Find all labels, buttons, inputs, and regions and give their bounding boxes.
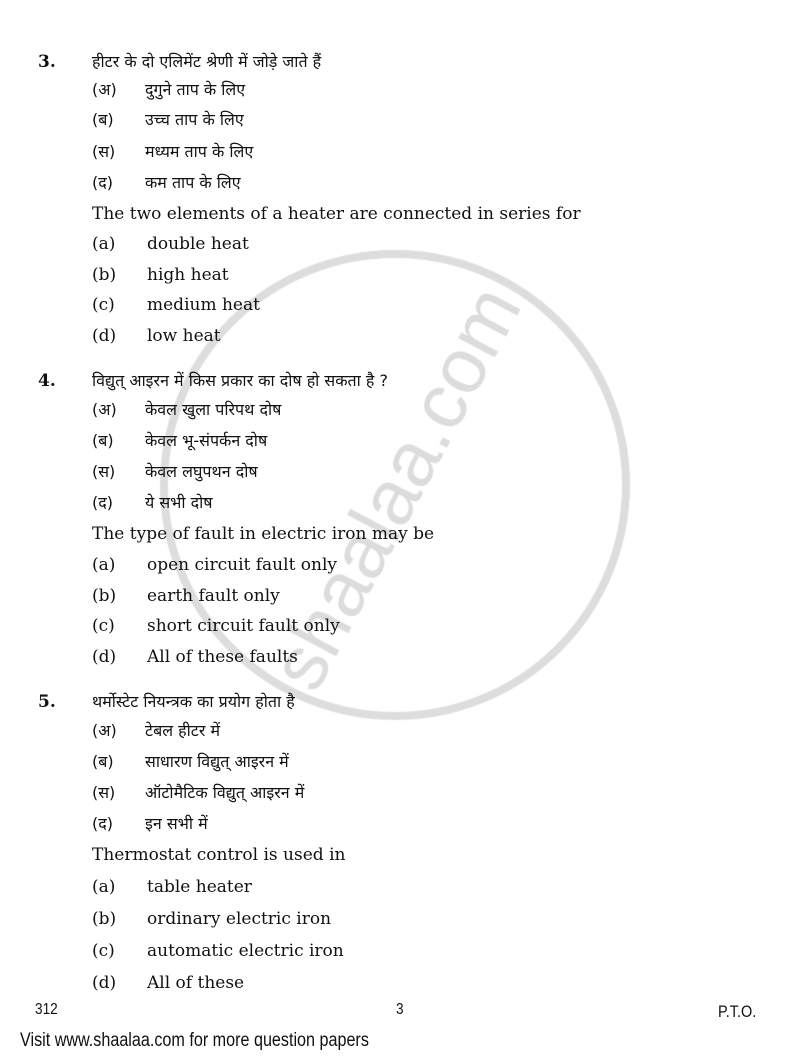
option-label-english: (b) <box>92 909 117 929</box>
option-text-hindi: टेबल हीटर में <box>145 721 221 740</box>
option-label-hindi: (ब) <box>92 431 114 450</box>
question-number: 5. <box>38 692 56 712</box>
option-text-english: automatic electric iron <box>147 941 344 961</box>
option-label-english: (a) <box>92 555 116 575</box>
question-text-hindi: विद्युत् आइरन में किस प्रकार का दोष हो सकता है ? <box>92 371 388 390</box>
option-text-english: All of these <box>147 973 245 993</box>
question-text-hindi: हीटर के दो एलिमेंट श्रेणी में जोड़े जाते हैं <box>92 52 322 71</box>
option-text-hindi: केवल भू-संपर्कन दोष <box>145 431 268 450</box>
pto-label: P.T.O. <box>718 1002 757 1021</box>
option-text-hindi: मध्यम ताप के लिए <box>145 142 254 161</box>
option-label-english: (c) <box>92 616 115 636</box>
option-text-english: medium heat <box>147 295 260 315</box>
option-label-hindi: (ब) <box>92 110 114 129</box>
option-label-hindi: (द) <box>92 814 113 833</box>
option-label-english: (c) <box>92 941 115 961</box>
page-number: 3 <box>396 1001 404 1018</box>
option-label-english: (a) <box>92 234 116 254</box>
option-text-hindi: ये सभी दोष <box>145 493 213 512</box>
question-text-hindi: थर्मोस्टेट नियन्त्रक का प्रयोग होता है <box>92 692 295 711</box>
option-text-english: earth fault only <box>147 586 280 606</box>
option-text-hindi: इन सभी में <box>145 814 208 833</box>
option-label-english: (d) <box>92 326 117 346</box>
option-label-hindi: (द) <box>92 493 113 512</box>
option-text-english: short circuit fault only <box>147 616 340 636</box>
question-text-english: The type of fault in electric iron may be <box>92 524 435 544</box>
option-text-english: open circuit fault only <box>147 555 338 575</box>
question-text-english: Thermostat control is used in <box>92 845 346 865</box>
option-text-hindi: केवल लघुपथन दोष <box>145 462 258 481</box>
option-label-english: (d) <box>92 647 117 667</box>
option-text-english: double heat <box>147 234 249 254</box>
option-text-hindi: ऑटोमैटिक विद्युत् आइरन में <box>145 783 305 802</box>
option-text-hindi: उच्च ताप के लिए <box>145 110 244 129</box>
option-text-hindi: कम ताप के लिए <box>145 173 241 192</box>
option-label-english: (a) <box>92 877 116 897</box>
option-label-hindi: (ब) <box>92 752 114 771</box>
option-text-english: table heater <box>147 877 252 897</box>
option-text-hindi: साधारण विद्युत् आइरन में <box>145 752 289 771</box>
option-label-hindi: (अ) <box>92 400 117 419</box>
option-label-hindi: (अ) <box>92 721 117 740</box>
option-label-hindi: (अ) <box>92 80 117 99</box>
option-label-hindi: (स) <box>92 783 116 802</box>
option-text-english: ordinary electric iron <box>147 909 332 929</box>
paper-code: 312 <box>35 1001 58 1018</box>
option-text-hindi: दुगुने ताप के लिए <box>145 80 246 99</box>
question-number: 4. <box>38 371 56 391</box>
option-label-english: (d) <box>92 973 117 993</box>
question-number: 3. <box>38 52 56 72</box>
question-text-english: The two elements of a heater are connected in series for <box>92 204 581 224</box>
option-text-english: high heat <box>147 265 229 285</box>
option-label-hindi: (द) <box>92 173 113 192</box>
option-label-english: (b) <box>92 586 117 606</box>
option-text-hindi: केवल खुला परिपथ दोष <box>145 400 282 419</box>
option-text-english: All of these faults <box>147 647 298 667</box>
option-label-english: (c) <box>92 295 115 315</box>
option-label-english: (b) <box>92 265 117 285</box>
visit-link[interactable]: Visit www.shaalaa.com for more question papers <box>20 1030 369 1051</box>
option-label-hindi: (स) <box>92 142 116 161</box>
option-label-hindi: (स) <box>92 462 116 481</box>
option-text-english: low heat <box>147 326 221 346</box>
